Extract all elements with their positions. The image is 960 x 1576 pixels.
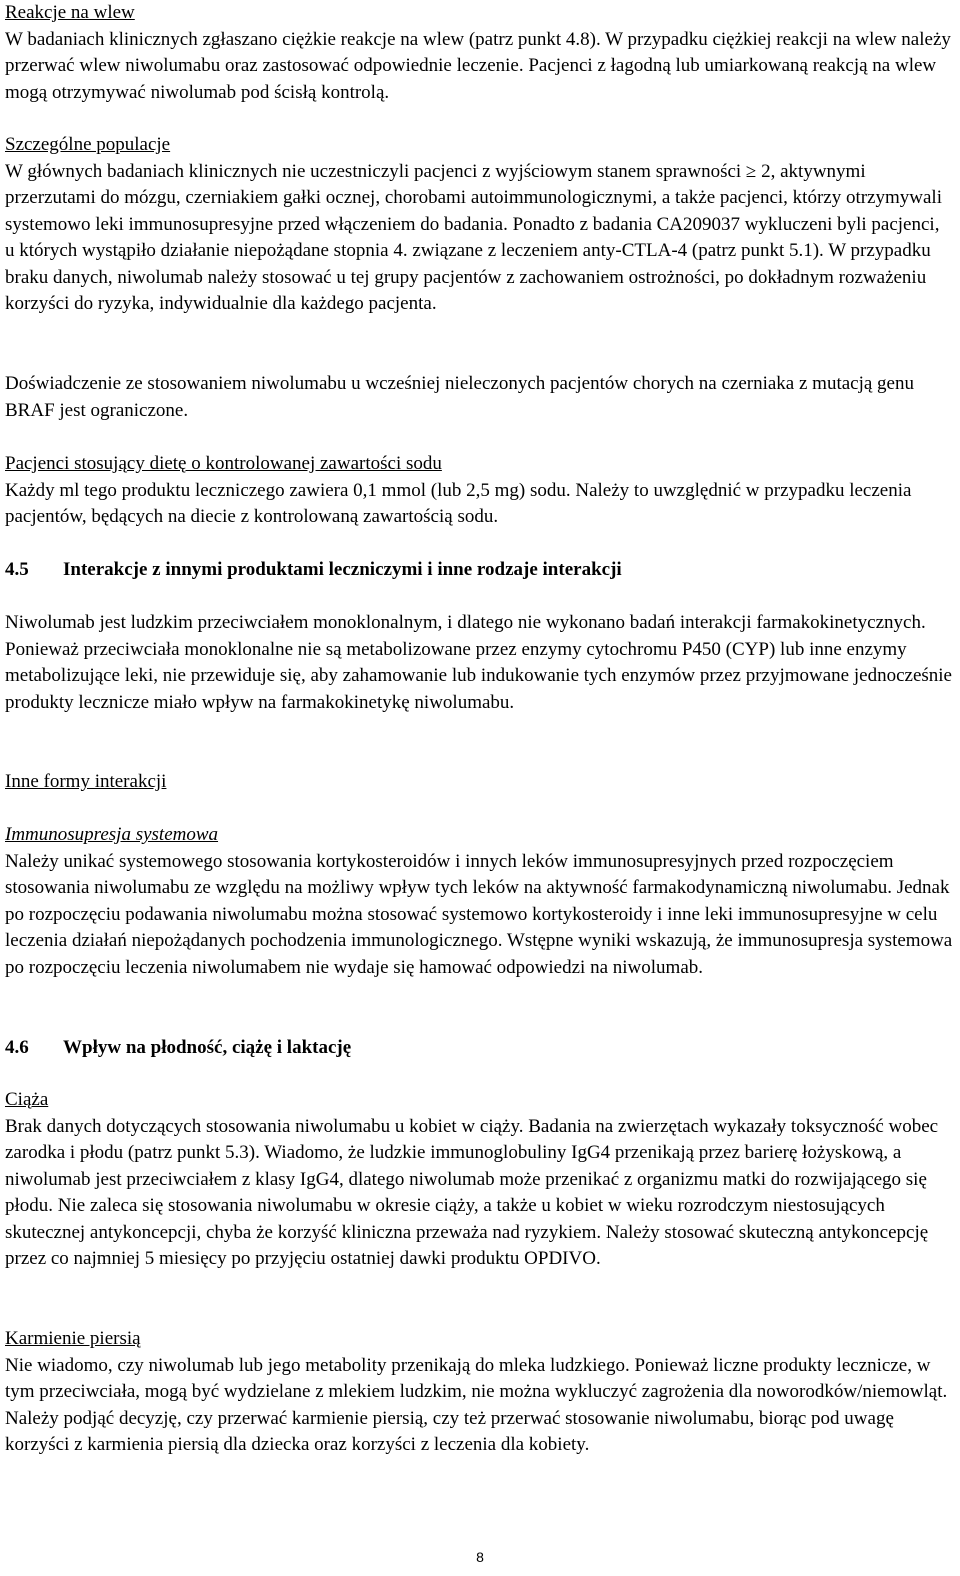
page-number: 8 (476, 1549, 484, 1565)
section-4-6-heading (5, 1035, 953, 1062)
immunosuppression-heading: Immunosupresja systemowa (5, 824, 219, 845)
section-4-5-title: Interakcje z innymi produktami leczniczymi i inne rodzaje interakcji (63, 559, 622, 580)
pregnancy-text: Brak danych dotyczących stosowania niwolumabu u kobiet w ciąży. Badania na zwierzętach wykazały toksyczność wobec zarodka i płodu (patrz punkt 5.3). Wiadomo, że ludzkie immunoglobuliny IgG4 przenikają przez barierę łożyskową, a niwolumab jest przeciwciałem z klasy IgG4, dlatego niwolumab może przenikać z organizmu matki do rozwijającego się płodu. Nie zaleca się stosowania niwolumabu w okresie ciąży, a także u kobiet w wieku rozrodczym niestosujących skutecznej antykoncepcji, chyba że korzyść kliniczna przeważa nad ryzykiem. Należy stosować skuteczną antykoncepcję przez co najmniej 5 miesięcy po przyjęciu ostatniej dawki produktu OPDIVO. (5, 1115, 939, 1269)
section-4-5-heading (5, 557, 953, 584)
section-4-5-number: 4.5 (5, 559, 29, 580)
sodium-section (5, 451, 953, 531)
breastfeeding-heading: Karmienie piersią (5, 1328, 141, 1349)
special-populations-heading: Szczególne populacje (5, 134, 171, 155)
pregnancy-section (5, 1087, 953, 1273)
pregnancy-heading: Ciąża (5, 1089, 49, 1110)
other-interactions-heading: Inne formy interakcji (5, 771, 167, 792)
special-populations-section (5, 132, 953, 318)
section-4-6-number: 4.6 (5, 1037, 29, 1058)
sodium-text: Każdy ml tego produktu leczniczego zawiera 0,1 mmol (lub 2,5 mg) sodu. Należy to uwzględnić w przypadku leczenia pacjentów, będących na diecie z kontrolowaną zawartością sodu. (5, 479, 912, 527)
braf-text: Doświadczenie ze stosowaniem niwolumabu u wcześniej nieleczonych pacjentów chorych na czerniaka z mutacją genu BRAF jest ograniczone. (5, 373, 914, 421)
infusion-reactions-heading: Reakcje na wlew (5, 2, 135, 23)
braf-paragraph (5, 371, 953, 424)
section-4-5-paragraph (5, 610, 953, 716)
infusion-reactions-section (5, 0, 953, 106)
sodium-heading: Pacjenci stosujący dietę o kontrolowanej zawartości sodu (5, 453, 442, 474)
infusion-reactions-text: W badaniach klinicznych zgłaszano ciężkie reakcje na wlew (patrz punkt 4.8). W przypadku ciężkiej reakcji na wlew należy przerwać wlew niwolumabu oraz zastosować odpowiednie leczenie. Pacjenci z łagodną lub umiarkowaną reakcją na wlew mogą otrzymywać niwolumab pod ścisłą kontrolą. (5, 28, 951, 103)
breastfeeding-text: Nie wiadomo, czy niwolumab lub jego metabolity przenikają do mleka ludzkiego. Ponieważ liczne produkty lecznicze, w tym przeciwciała, mogą być wydzielane z mlekiem ludzkim, nie można wykluczyć zagrożenia dla noworodków/niemowląt. Należy podjąć decyzję, czy przerwać karmienie piersią, czy też przerwać stosowanie niwolumabu, biorąc pod uwagę korzyści z karmienia piersią dla dziecka oraz korzyści z leczenia dla kobiety. (5, 1354, 948, 1455)
section-4-5-text: Niwolumab jest ludzkim przeciwciałem monoklonalnym, i dlatego nie wykonano badań interakcji farmakokinetycznych. Ponieważ przeciwciała monoklonalne nie są metabolizowane przez enzymy cytochromu P450 (CYP) lub inne enzymy metabolizujące leki, nie przewiduje się, aby zahamowanie lub indukowanie tych enzymów przez przyjmowane jednocześnie produkty lecznicze miało wpływ na farmakokinetykę niwolumabu. (5, 612, 952, 713)
special-populations-text: W głównych badaniach klinicznych nie uczestniczyli pacjenci z wyjściowym stanem sprawności ≥ 2, aktywnymi przerzutami do mózgu, czerniakiem gałki ocznej, chorobami autoimmunologicznymi, a także pacjenci, którzy otrzymywali systemowo leki immunosupresyjne przed włączeniem do badania. Ponadto z badania CA209037 wykluczeni byli pacjenci, u których wystąpiło działanie niepożądane stopnia 4. związane z leczeniem anty-CTLA-4 (patrz punkt 5.1). W przypadku braku danych, niwolumab należy stosować u tej grupy pacjentów z zachowaniem ostrożności, po dokładnym rozważeniu korzyści do ryzyka, indywidualnie dla każdego pacjenta. (5, 160, 942, 314)
immunosuppression-section (5, 822, 953, 981)
section-4-6-title: Wpływ na płodność, ciążę i laktację (63, 1037, 352, 1058)
other-interactions-section (5, 769, 953, 796)
immunosuppression-text: Należy unikać systemowego stosowania kortykosteroidów i innych leków immunosupresyjnych przed rozpoczęciem stosowania niwolumabu ze względu na możliwy wpływ tych leków na aktywność farmakodynamiczną niwolumabu. Jednak po rozpoczęciu podawania niwolumabu można stosować systemowo kortykosteroidy i inne leki immunosupresyjne w celu leczenia działań niepożądanych pochodzenia immunologicznego. Wstępne wyniki wskazują, że immunosupresja systemowa po rozpoczęciu leczenia niwolumabem nie wydaje się hamować odpowiedzi na niwolumab. (5, 850, 953, 978)
breastfeeding-section (5, 1326, 953, 1459)
